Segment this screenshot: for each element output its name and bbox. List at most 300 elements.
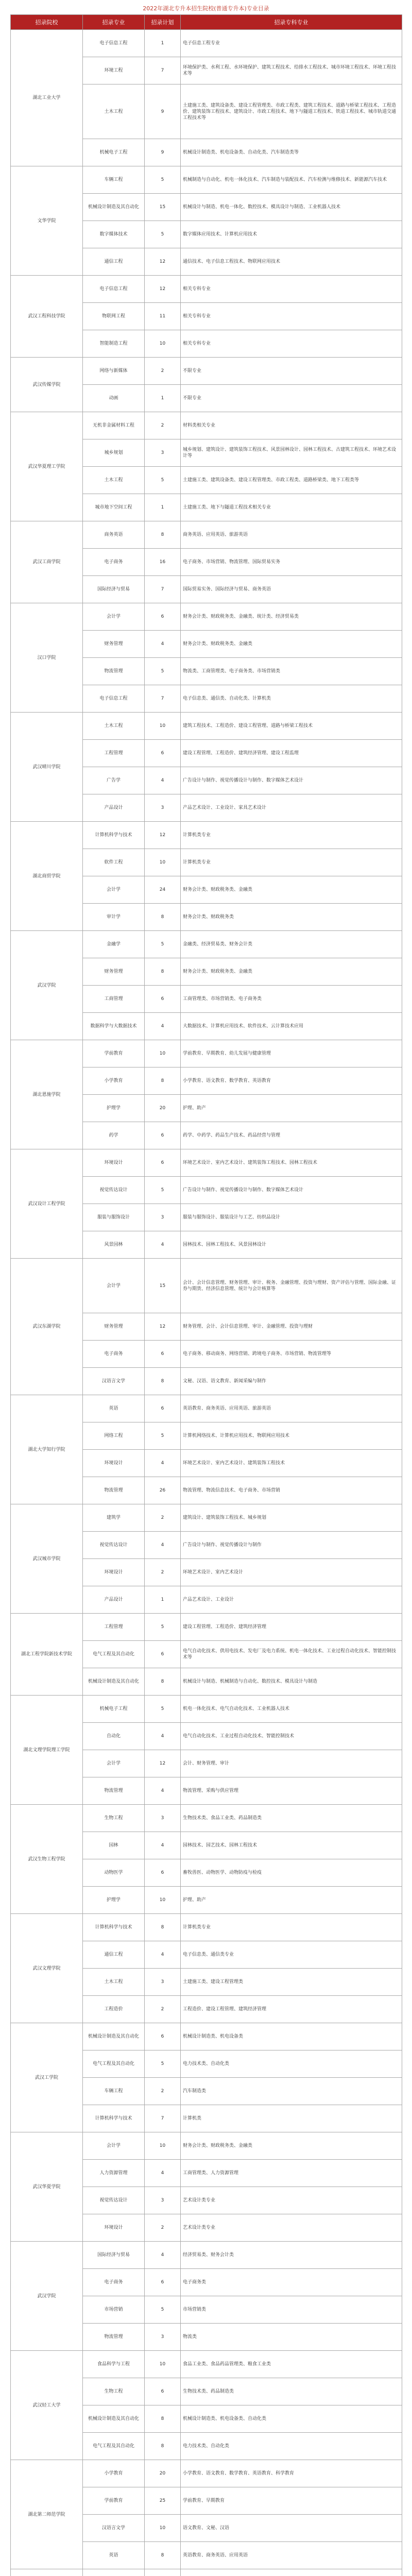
major-name-cell: 护理学 <box>83 1095 145 1122</box>
school-name-cell: 武汉轻工大学 <box>11 2351 83 2460</box>
enrollment-count-cell: 10 <box>145 1040 181 1067</box>
table-row <box>11 1504 402 1532</box>
eligible-specialty-cell: 机械设计与制造、机械制造与自动化、数控技术、模具设计与制造 <box>181 1668 402 1696</box>
school-name-cell: 武汉文理学院 <box>11 1914 83 2023</box>
major-name-cell: 工程管理 <box>83 740 145 767</box>
major-name-cell: 会计学 <box>83 603 145 631</box>
major-name-cell: 环境工程 <box>83 57 145 84</box>
major-name-cell: 车辆工程 <box>83 166 145 194</box>
eligible-specialty-cell: 产品艺术设计、工业设计、家具艺术设计 <box>181 794 402 822</box>
major-name-cell: 通信工程 <box>83 1941 145 1969</box>
school-name-cell: 湖北商贸学院 <box>11 822 83 931</box>
enrollment-count-cell: 1 <box>145 30 181 57</box>
major-name-cell: 动物医学 <box>83 1859 145 1887</box>
table-row <box>11 1149 402 1177</box>
major-name-cell: 人力资源管理 <box>83 2160 145 2187</box>
eligible-specialty-cell: 会计、会计信息管理、财务管理、审计、税务、金融管理、投资与理财、资产评估与管理、国际金融、证券与期货、经济信息管理、统计与会计核算等 <box>181 1259 402 1313</box>
school-name-cell: 武汉工商学院 <box>11 521 83 603</box>
major-name-cell: 网络工程 <box>83 1422 145 1450</box>
major-name-cell: 汉语言文学 <box>83 2515 145 2542</box>
enrollment-count-cell: 3 <box>145 1969 181 1996</box>
eligible-specialty-cell: 市场营销类 <box>181 2296 402 2324</box>
major-name-cell: 机械设计制造及其自动化 <box>83 2023 145 2050</box>
enrollment-count-cell: 5 <box>145 221 181 248</box>
table-row <box>11 1914 402 1941</box>
column-header-specialty: 招录专科专业 <box>181 15 402 30</box>
enrollment-count-cell: 8 <box>145 904 181 931</box>
major-name-cell: 市场营销 <box>83 2296 145 2324</box>
school-name-cell: 湖北恩施学院 <box>11 1040 83 1149</box>
major-name-cell: 物流管理 <box>83 1477 145 1504</box>
school-name-cell: 武汉生物工程学院 <box>11 1805 83 1914</box>
enrollment-count-cell: 6 <box>145 1341 181 1368</box>
eligible-specialty-cell: 物流类、工商管理类、电子商务类、市场营销类 <box>181 658 402 685</box>
eligible-specialty-cell: 财务会计类、财政税务类、金融类 <box>181 2132 402 2160</box>
major-name-cell: 通信工程 <box>83 248 145 276</box>
table-row <box>11 412 402 439</box>
major-name-cell: 工商管理 <box>83 986 145 1013</box>
major-name-cell: 环境设计 <box>83 2214 145 2242</box>
major-name-cell: 机械电子工程 <box>83 139 145 166</box>
table-row <box>11 2569 402 2576</box>
table-row <box>11 358 402 385</box>
enrollment-count-cell: 20 <box>145 2460 181 2487</box>
enrollment-count-cell: 3 <box>145 2187 181 2214</box>
enrollment-count-cell: 5 <box>145 658 181 685</box>
enrollment-count-cell: 7 <box>145 576 181 603</box>
eligible-specialty-cell: 艺术设计类专业 <box>181 2187 402 2214</box>
table-body <box>11 30 402 2576</box>
table-row <box>11 1696 402 1723</box>
eligible-specialty-cell: 土建施工类、建筑设备类、建设工程管理类、市政工程类、道路桥梁类、地下工程类等 <box>181 467 402 494</box>
enrollment-count-cell: 5 <box>145 1422 181 1450</box>
major-name-cell: 会计学 <box>83 2132 145 2160</box>
enrollment-count-cell: 10 <box>145 2132 181 2160</box>
eligible-specialty-cell: 学前教育、早期教育 <box>181 2487 402 2515</box>
enrollment-count-cell: 20 <box>145 1095 181 1122</box>
school-name-cell: 武汉华夏理工学院 <box>11 412 83 521</box>
major-name-cell: 物流管理 <box>83 2324 145 2351</box>
major-name-cell: 电子商务 <box>83 549 145 576</box>
major-name-cell: 数据科学与大数据技术 <box>83 1013 145 1040</box>
eligible-specialty-cell: 数字媒体应用技术、计算机应用技术 <box>181 221 402 248</box>
major-name-cell: 网络与新媒体 <box>83 358 145 385</box>
major-name-cell: 电子信息工程 <box>83 685 145 713</box>
enrollment-count-cell: 8 <box>145 2405 181 2433</box>
table-row <box>11 166 402 194</box>
school-name-cell: 武汉城市学院 <box>11 1504 83 1614</box>
enrollment-count-cell: 15 <box>145 1259 181 1313</box>
eligible-specialty-cell: 物流管理、物流信息技术、电子商务、市场营销 <box>181 1477 402 1504</box>
major-name-cell: 财务管理 <box>83 958 145 986</box>
eligible-specialty-cell: 小学教育、语文教育、数学教育、英语教育 <box>181 1067 402 1095</box>
enrollment-count-cell: 4 <box>145 1532 181 1559</box>
enrollment-count-cell: 5 <box>145 467 181 494</box>
enrollment-count-cell: 5 <box>145 2050 181 2078</box>
enrollment-count-cell: 10 <box>145 2515 181 2542</box>
major-name-cell: 产品设计 <box>83 1586 145 1614</box>
major-name-cell: 服装与服饰设计 <box>83 1204 145 1231</box>
eligible-specialty-cell: 小学教育、语文教育、数学教育、英语教育、科学教育 <box>181 2460 402 2487</box>
eligible-specialty-cell: 相关专科专业 <box>181 330 402 358</box>
enrollment-count-cell: 4 <box>145 1231 181 1259</box>
major-name-cell: 土木工程 <box>83 713 145 740</box>
eligible-specialty-cell: 计算机类 <box>181 2105 402 2132</box>
table-row <box>11 713 402 740</box>
enrollment-count-cell: 6 <box>145 2269 181 2296</box>
enrollment-count-cell: 2 <box>145 412 181 439</box>
major-name-cell: 护理学 <box>83 1887 145 1914</box>
major-name-cell: 机械设计制造及其自动化 <box>83 194 145 221</box>
enrollment-count-cell: 25 <box>145 2487 181 2515</box>
enrollment-count-cell: 2 <box>145 358 181 385</box>
major-name-cell: 电子信息工程 <box>83 30 145 57</box>
enrollment-count-cell: 16 <box>145 549 181 576</box>
eligible-specialty-cell: 不限专业 <box>181 358 402 385</box>
eligible-specialty-cell: 会计、财务管理、审计 <box>181 1750 402 1777</box>
enrollment-count-cell: 12 <box>145 822 181 849</box>
eligible-specialty-cell: 广告设计与制作、视觉传播设计与制作 <box>181 1532 402 1559</box>
enrollment-count-cell: 4 <box>145 1450 181 1477</box>
eligible-specialty-cell: 环境艺术设计、室内艺术设计、建筑装饰工程技术、园林工程技术 <box>181 1149 402 1177</box>
enrollment-count-cell: 5 <box>145 166 181 194</box>
enrollment-count-cell: 8 <box>145 1067 181 1095</box>
enrollment-count-cell: 4 <box>145 2242 181 2269</box>
major-name-cell: 计算机科学与技术 <box>83 1914 145 1941</box>
eligible-specialty-cell: 财务会计类、财政税务类、金融类 <box>181 876 402 904</box>
major-name-cell: 自动化 <box>83 1723 145 1750</box>
eligible-specialty-cell: 服装与服饰设计、服装设计与工艺、纺织品设计 <box>181 1204 402 1231</box>
school-name-cell: 湖北工程学院新技术学院 <box>11 1614 83 1696</box>
major-name-cell: 会计学 <box>83 1750 145 1777</box>
eligible-specialty-cell: 经济贸易类、财务会计类 <box>181 2242 402 2269</box>
school-name-cell: 湖北第二师范学院 <box>11 2460 83 2569</box>
enrollment-count-cell: 3 <box>145 1204 181 1231</box>
enrollment-count-cell: 5 <box>145 931 181 958</box>
enrollment-count-cell: 7 <box>145 2105 181 2132</box>
enrollment-count-cell: 2 <box>145 2078 181 2105</box>
enrollment-count-cell: 4 <box>145 767 181 794</box>
eligible-specialty-cell: 建筑设计、建筑装饰工程技术、城乡规划 <box>181 1504 402 1532</box>
school-name-cell <box>11 2569 83 2576</box>
enrollment-count-cell: 8 <box>145 1914 181 1941</box>
eligible-specialty-cell: 财务会计类、财政税务类 <box>181 904 402 931</box>
major-name-cell: 建筑学 <box>83 1504 145 1532</box>
enrollment-count-cell: 4 <box>145 1941 181 1969</box>
major-name-cell: 电气工程及其自动化 <box>83 2433 145 2460</box>
major-name-cell: 小学教育 <box>83 2460 145 2487</box>
eligible-specialty-cell: 汽车制造类 <box>181 2078 402 2105</box>
enrollment-count-cell: 24 <box>145 876 181 904</box>
major-name-cell: 汉语言文学 <box>83 1368 145 1395</box>
school-name-cell: 武汉东湖学院 <box>11 1259 83 1395</box>
major-name-cell: 小学教育 <box>83 1067 145 1095</box>
major-name-cell: 计算机科学与技术 <box>83 2105 145 2132</box>
major-name-cell: 土木工程 <box>83 1969 145 1996</box>
major-name-cell: 财务管理 <box>83 1313 145 1341</box>
major-name-cell: 机械设计制造及其自动化 <box>83 1668 145 1696</box>
school-name-cell: 武汉工学院 <box>11 2023 83 2132</box>
eligible-specialty-cell: 机械设计制造类、机电设备类 <box>181 2023 402 2050</box>
school-name-cell: 武汉传媒学院 <box>11 358 83 412</box>
school-name-cell: 文华学院 <box>11 166 83 276</box>
eligible-specialty-cell: 园林技术、园艺技术、园林工程技术 <box>181 1832 402 1859</box>
enrollment-count-cell: 6 <box>145 603 181 631</box>
enrollment-count-cell: 10 <box>145 713 181 740</box>
column-header-school: 招录院校 <box>11 15 83 30</box>
table-row <box>11 2460 402 2487</box>
eligible-specialty-cell: 产品艺术设计、工业设计 <box>181 1586 402 1614</box>
eligible-specialty-cell: 材料类相关专业 <box>181 412 402 439</box>
table-row <box>11 1395 402 1422</box>
major-name-cell: 工程造价 <box>83 1996 145 2023</box>
enrollment-count-cell: 1 <box>145 385 181 412</box>
admissions-table <box>10 14 402 2576</box>
enrollment-count-cell: 8 <box>145 2542 181 2569</box>
school-name-cell: 湖北工业大学 <box>11 30 83 166</box>
school-name-cell: 武汉学院 <box>11 2242 83 2351</box>
eligible-specialty-cell: 机电一体化技术、电气自动化技术、工业机器人技术 <box>181 1696 402 1723</box>
major-name-cell: 广告学 <box>83 767 145 794</box>
eligible-specialty-cell: 财务管理、会计、会计信息管理、审计、金融管理、投资与理财 <box>181 1313 402 1341</box>
enrollment-count-cell: 11 <box>145 303 181 330</box>
major-name-cell: 工程管理 <box>83 1614 145 1641</box>
eligible-specialty-cell: 环境保护类、水利工程、水环境保护、建筑工程技术、给排水工程技术、城市环境工程技术、环境工程技术等 <box>181 57 402 84</box>
eligible-specialty-cell: 计算机类专业 <box>181 849 402 876</box>
enrollment-count-cell: 1 <box>145 494 181 521</box>
enrollment-count-cell: 3 <box>145 1805 181 1832</box>
enrollment-count-cell: 7 <box>145 685 181 713</box>
table-row <box>11 603 402 631</box>
enrollment-count-cell: 2 <box>145 1996 181 2023</box>
enrollment-count-cell: 8 <box>145 2433 181 2460</box>
enrollment-count-cell: 2 <box>145 1504 181 1532</box>
column-header-major: 招录专业 <box>83 15 145 30</box>
enrollment-count-cell: 6 <box>145 2378 181 2405</box>
eligible-specialty-cell <box>181 2569 402 2576</box>
school-name-cell: 武汉工程科技学院 <box>11 276 83 358</box>
school-name-cell: 汉口学院 <box>11 603 83 713</box>
eligible-specialty-cell: 土建施工类、地下与隧道工程技术相关专业 <box>181 494 402 521</box>
table-row <box>11 2023 402 2050</box>
eligible-specialty-cell: 护理、助产 <box>181 1095 402 1122</box>
eligible-specialty-cell: 财务会计类、财政税务类、金融类 <box>181 631 402 658</box>
eligible-specialty-cell: 机械设计制造类、机电设备类、自动化类、汽车制造类等 <box>181 139 402 166</box>
eligible-specialty-cell: 计算机网络技术、计算机应用技术、物联网应用技术 <box>181 1422 402 1450</box>
enrollment-count-cell: 12 <box>145 1750 181 1777</box>
eligible-specialty-cell: 语文教育、文秘、汉语 <box>181 2515 402 2542</box>
major-name-cell: 会计学 <box>83 876 145 904</box>
major-name-cell: 园林 <box>83 1832 145 1859</box>
eligible-specialty-cell: 通信技术、电子信息工程技术、物联网应用技术 <box>181 248 402 276</box>
major-name-cell: 财务管理 <box>83 631 145 658</box>
table-row <box>11 1805 402 1832</box>
eligible-specialty-cell: 电子信息类、通信类专业 <box>181 1941 402 1969</box>
eligible-specialty-cell: 金融类、经济贸易类、财务会计类 <box>181 931 402 958</box>
enrollment-count-cell: 6 <box>145 1859 181 1887</box>
eligible-specialty-cell: 大数据技术、计算机应用技术、软件技术、云计算技术应用 <box>181 1013 402 1040</box>
eligible-specialty-cell: 食品工业类、食品药品管理类、粮食工业类 <box>181 2351 402 2378</box>
eligible-specialty-cell: 护理、助产 <box>181 1887 402 1914</box>
eligible-specialty-cell: 财务会计类、财政税务类、金融类 <box>181 958 402 986</box>
enrollment-count-cell: 5 <box>145 1696 181 1723</box>
table-row <box>11 1614 402 1641</box>
enrollment-count-cell: 3 <box>145 439 181 467</box>
eligible-specialty-cell: 物流类 <box>181 2324 402 2351</box>
eligible-specialty-cell: 广告设计与制作、视觉传播设计与制作、数字媒体艺术设计 <box>181 767 402 794</box>
document-title: 2022年湖北专升本招生院校(普通专升本)专业目录 <box>143 5 269 12</box>
major-name-cell: 视觉传达设计 <box>83 2187 145 2214</box>
enrollment-count-cell: 3 <box>145 2324 181 2351</box>
eligible-specialty-cell: 工商管理类、人力资源管理 <box>181 2160 402 2187</box>
eligible-specialty-cell: 园林技术、园林工程技术、风景园林设计 <box>181 1231 402 1259</box>
enrollment-count-cell: 6 <box>145 1122 181 1149</box>
table-row <box>11 30 402 57</box>
eligible-specialty-cell: 电气自动化技术、工业过程自动化技术、智能控制技术 <box>181 1723 402 1750</box>
enrollment-count-cell: 4 <box>145 1723 181 1750</box>
enrollment-count-cell: 6 <box>145 2023 181 2050</box>
major-name-cell: 英语 <box>83 1395 145 1422</box>
eligible-specialty-cell: 建设工程管理、工程造价、建筑经济管理 <box>181 1614 402 1641</box>
major-name-cell: 审计学 <box>83 904 145 931</box>
major-name-cell: 学前教育 <box>83 1040 145 1067</box>
enrollment-count-cell <box>145 2569 181 2576</box>
enrollment-count-cell: 10 <box>145 1887 181 1914</box>
enrollment-count-cell: 2 <box>145 1559 181 1586</box>
enrollment-count-cell: 5 <box>145 2296 181 2324</box>
eligible-specialty-cell: 电子商务、市场营销、物流管理、国际贸易实务 <box>181 549 402 576</box>
major-name-cell: 风景园林 <box>83 1231 145 1259</box>
major-name-cell: 机械设计制造及其自动化 <box>83 2405 145 2433</box>
major-name-cell: 软件工程 <box>83 849 145 876</box>
eligible-specialty-cell: 电子信息类、通信类、自动化类、计算机类 <box>181 685 402 713</box>
major-name-cell: 数字媒体技术 <box>83 221 145 248</box>
major-name-cell: 生物工程 <box>83 2378 145 2405</box>
major-name-cell: 视觉传达设计 <box>83 1532 145 1559</box>
major-name-cell: 电气工程及其自动化 <box>83 1641 145 1668</box>
eligible-specialty-cell: 国际贸易实务、国际经济与贸易、商务英语 <box>181 576 402 603</box>
enrollment-count-cell: 4 <box>145 2160 181 2187</box>
table-row <box>11 1259 402 1313</box>
eligible-specialty-cell: 电子商务、移动商务、网络营销、跨境电子商务、市场营销、物流管理等 <box>181 1341 402 1368</box>
enrollment-count-cell: 5 <box>145 1614 181 1641</box>
eligible-specialty-cell: 相关专科专业 <box>181 276 402 303</box>
major-name-cell <box>83 2569 145 2576</box>
eligible-specialty-cell: 艺术设计类专业 <box>181 2214 402 2242</box>
school-name-cell: 湖北文理学院理工学院 <box>11 1696 83 1805</box>
eligible-specialty-cell: 电力技术类、自动化类 <box>181 2050 402 2078</box>
enrollment-count-cell: 15 <box>145 194 181 221</box>
major-name-cell: 电子商务 <box>83 1341 145 1368</box>
major-name-cell: 国际经济与贸易 <box>83 576 145 603</box>
major-name-cell: 土木工程 <box>83 467 145 494</box>
school-name-cell: 武汉华夏学院 <box>11 2132 83 2242</box>
eligible-specialty-cell: 生物技术类、药品制造类 <box>181 2378 402 2405</box>
enrollment-count-cell: 6 <box>145 1149 181 1177</box>
major-name-cell: 智能制造工程 <box>83 330 145 358</box>
enrollment-count-cell: 6 <box>145 1395 181 1422</box>
major-name-cell: 动画 <box>83 385 145 412</box>
table-row <box>11 2132 402 2160</box>
school-name-cell: 湖北大学知行学院 <box>11 1395 83 1504</box>
eligible-specialty-cell: 生物技术类、食品工业类、药品制造类 <box>181 1805 402 1832</box>
eligible-specialty-cell: 商务英语、应用英语、旅游英语 <box>181 521 402 549</box>
major-name-cell: 车辆工程 <box>83 2078 145 2105</box>
eligible-specialty-cell: 学前教育、早期教育、幼儿发展与健康管理 <box>181 1040 402 1067</box>
eligible-specialty-cell: 机械设计与制造、机电一体化、数控技术、模具设计与制造、工业机器人技术 <box>181 194 402 221</box>
enrollment-count-cell: 5 <box>145 1177 181 1204</box>
eligible-specialty-cell: 工商管理类、市场营销类、电子商务类 <box>181 986 402 1013</box>
enrollment-count-cell: 10 <box>145 849 181 876</box>
school-name-cell: 武汉设计工程学院 <box>11 1149 83 1259</box>
major-name-cell: 环境设计 <box>83 1450 145 1477</box>
eligible-specialty-cell: 城乡规划、建筑设计、建筑装饰工程技术、风景园林设计、园林工程技术、古建筑工程技术、环境艺术设计等 <box>181 439 402 467</box>
eligible-specialty-cell: 土建施工类、建筑设备类、建设工程管理类、市政工程类、建筑工程技术、道路与桥梁工程技术、工程造价、建筑装饰工程技术、建筑设计、市政工程技术、地下与隧道工程技术、铁道工程技术、城市轨道交通工程技术等 <box>181 84 402 139</box>
major-name-cell: 环境设计 <box>83 1559 145 1586</box>
enrollment-count-cell: 7 <box>145 57 181 84</box>
enrollment-count-cell: 8 <box>145 958 181 986</box>
enrollment-count-cell: 2 <box>145 2214 181 2242</box>
enrollment-count-cell: 4 <box>145 631 181 658</box>
table-header-row <box>11 15 402 30</box>
enrollment-count-cell: 8 <box>145 1668 181 1696</box>
major-name-cell: 国际经济与贸易 <box>83 2242 145 2269</box>
enrollment-count-cell: 12 <box>145 248 181 276</box>
major-name-cell: 产品设计 <box>83 794 145 822</box>
eligible-specialty-cell: 电子商务类 <box>181 2269 402 2296</box>
major-name-cell: 环境设计 <box>83 1149 145 1177</box>
major-name-cell: 生物工程 <box>83 1805 145 1832</box>
enrollment-count-cell: 10 <box>145 2351 181 2378</box>
major-name-cell: 电子信息工程 <box>83 276 145 303</box>
enrollment-count-cell: 3 <box>145 794 181 822</box>
school-name-cell: 武汉学院 <box>11 931 83 1040</box>
table-row <box>11 822 402 849</box>
enrollment-count-cell: 6 <box>145 986 181 1013</box>
table-row <box>11 2242 402 2269</box>
major-name-cell: 金融学 <box>83 931 145 958</box>
eligible-specialty-cell: 英语教育、商务英语、应用英语、旅游英语 <box>181 1395 402 1422</box>
major-name-cell: 城市地下空间工程 <box>83 494 145 521</box>
eligible-specialty-cell: 环境艺术设计、室内艺术设计 <box>181 1559 402 1586</box>
eligible-specialty-cell: 文秘、汉语、语文教育、新闻采编与制作 <box>181 1368 402 1395</box>
major-name-cell: 物联网工程 <box>83 303 145 330</box>
eligible-specialty-cell: 物流管理、采购与供应管理 <box>181 1777 402 1805</box>
eligible-specialty-cell: 药学、中药学、药品生产技术、药品经营与管理 <box>181 1122 402 1149</box>
enrollment-count-cell: 26 <box>145 1477 181 1504</box>
eligible-specialty-cell: 工程造价、建设工程管理、建筑经济管理 <box>181 1996 402 2023</box>
enrollment-count-cell: 8 <box>145 521 181 549</box>
enrollment-count-cell: 4 <box>145 1832 181 1859</box>
eligible-specialty-cell: 英语教育、商务英语、应用英语 <box>181 2542 402 2569</box>
major-name-cell: 物流管理 <box>83 1777 145 1805</box>
eligible-specialty-cell: 机械制造与自动化、机电一体化技术、汽车制造与装配技术、汽车检测与维修技术、新能源汽车技术 <box>181 166 402 194</box>
eligible-specialty-cell: 电气自动化技术、供用电技术、发电厂及电力系统、机电一体化技术、工业过程自动化技术、智能控制技术等 <box>181 1641 402 1668</box>
eligible-specialty-cell: 机械设计制造类、机电设备类、自动化类 <box>181 2405 402 2433</box>
enrollment-count-cell: 12 <box>145 276 181 303</box>
table-row <box>11 2351 402 2378</box>
eligible-specialty-cell: 计算机类专业 <box>181 822 402 849</box>
eligible-specialty-cell: 不限专业 <box>181 385 402 412</box>
enrollment-count-cell: 1 <box>145 1586 181 1614</box>
eligible-specialty-cell: 畜牧兽医、动物医学、动物防疫与检疫 <box>181 1859 402 1887</box>
eligible-specialty-cell: 财务会计类、财政税务类、金融类、统计类、经济贸易类 <box>181 603 402 631</box>
eligible-specialty-cell: 土建施工类、建设工程管理类 <box>181 1969 402 1996</box>
major-name-cell: 电子商务 <box>83 2269 145 2296</box>
column-header-count: 招录计划 <box>145 15 181 30</box>
major-name-cell: 城乡规划 <box>83 439 145 467</box>
major-name-cell: 英语 <box>83 2542 145 2569</box>
